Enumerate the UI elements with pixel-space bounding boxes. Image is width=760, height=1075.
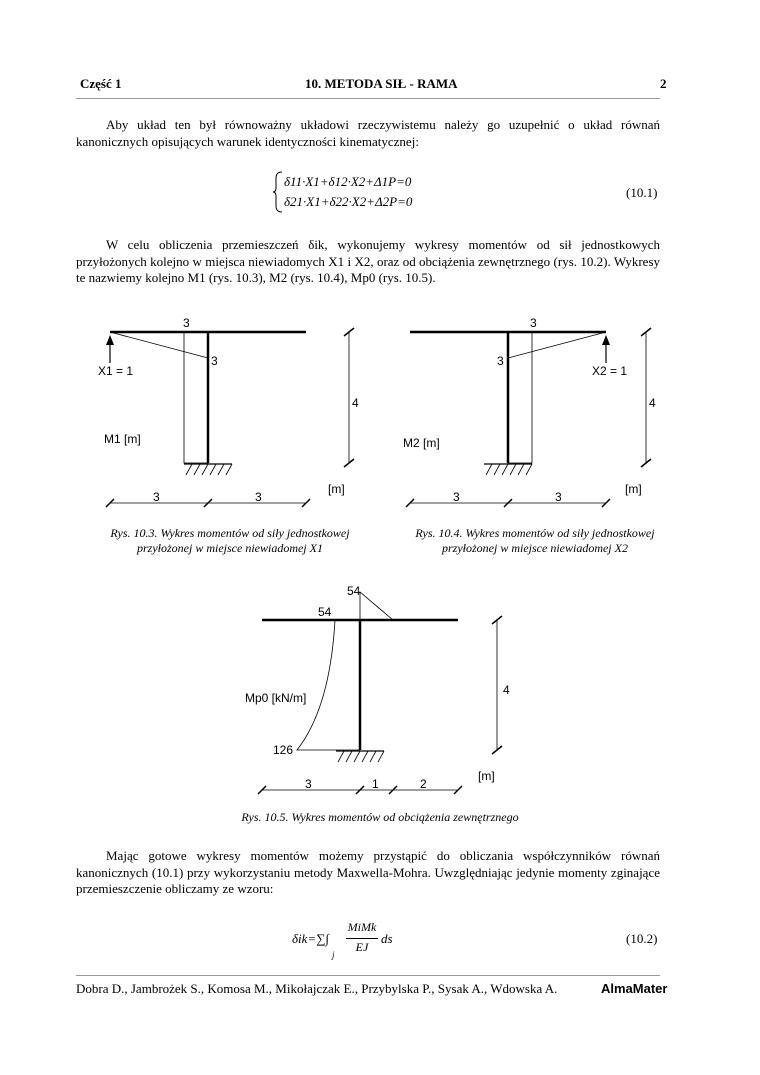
diagram-label: M2 [m] — [403, 436, 440, 450]
support-hatch — [338, 751, 384, 762]
paragraph-maxwell-mohr: Mając gotowe wykresy momentów możemy przystąpić do obliczania współczynników równań kanonicznych (10.1) przy wykorzystaniu metody Maxwella-Mohra. Uwzględniając jedynie momenty zginające przemieszczenie obliczamy ze wzoru: — [76, 848, 660, 896]
equation-10-2 — [292, 918, 422, 962]
paragraph-diagrams: W celu obliczenia przemieszczeń δik, wykonujemy wykresy momentów od sił jednostkowych przyłożonych kolejno w miejsca niewiadomych X1 i X2, oraz od obciążenia zewnętrznego (rys. 10.2). Wykresy te nazwiemy kolejno M1 (rys. 10.3), M2 (rys. 10.4), Mp0 (rys. 10.5). — [76, 237, 660, 285]
caption-10-4 — [385, 526, 685, 556]
unit-label: [m] — [625, 482, 642, 496]
span-a-label: 3 — [305, 777, 312, 791]
unit-label: [m] — [478, 769, 495, 783]
equation-10-1 — [272, 170, 432, 214]
figure-10-4 — [400, 315, 700, 520]
span-right-label: 3 — [255, 490, 262, 504]
diagram-label: M1 [m] — [104, 432, 141, 446]
caption-line: przyłożonej w miejsce niewiadomej X1 — [137, 541, 323, 555]
equation-lhs: δik=∑∫ — [292, 931, 330, 946]
moment-column — [508, 332, 532, 463]
top-label: 3 — [183, 316, 190, 330]
span-left-label: 3 — [453, 490, 460, 504]
equation-line-1: δ11·X1+δ12·X2+Δ1P=0 — [284, 174, 412, 189]
figure-10-5 — [240, 578, 530, 803]
equation-line-2: δ21·X1+δ22·X2+Δ2P=0 — [284, 194, 413, 209]
top-label: 3 — [530, 316, 537, 330]
equation-number-10-1: (10.1) — [626, 185, 658, 200]
header-section: Część 1 — [80, 76, 122, 91]
span-right-label: 3 — [555, 490, 562, 504]
fraction-bar — [346, 938, 378, 939]
force-label: X2 = 1 — [592, 364, 628, 378]
unit-label: [m] — [328, 482, 345, 496]
height-label: 4 — [649, 396, 656, 410]
caption-line: Rys. 10.4. Wykres momentów od siły jednostkowej — [415, 526, 655, 540]
equation-denominator: EJ — [355, 940, 369, 954]
footer-brand: AlmaMater — [601, 981, 668, 996]
bottom-label: 126 — [273, 743, 294, 757]
support-hatch — [486, 464, 532, 475]
equation-ds: ds — [381, 931, 393, 946]
footer-rule — [76, 975, 660, 976]
page-number: 2 — [660, 76, 667, 91]
equation-numerator: MiMk — [347, 920, 377, 934]
height-label: 4 — [352, 396, 359, 410]
header-title: 10. METODA SIŁ - RAMA — [305, 76, 458, 91]
moment-line — [110, 332, 208, 358]
moment-parabola — [297, 620, 360, 750]
span-c-label: 2 — [420, 777, 427, 791]
header-rule — [76, 98, 660, 99]
side-label: 3 — [211, 354, 218, 368]
support-hatch — [186, 464, 232, 475]
diagram-label: Mp0 [kN/m] — [245, 691, 307, 705]
brace-icon — [272, 170, 284, 214]
side-label: 3 — [497, 354, 504, 368]
force-label: X1 = 1 — [98, 364, 134, 378]
arrow-head-icon — [106, 335, 114, 345]
equation-subscript: j — [332, 950, 335, 960]
top-label: 54 — [347, 584, 361, 598]
footer-authors: Dobra D., Jambrożek S., Komosa M., Mikołajczak E., Przybylska P., Sysak A., Wdowska A. — [76, 981, 558, 996]
caption-10-5: Rys. 10.5. Wykres momentów od obciążenia zewnętrznego — [241, 810, 519, 824]
equation-number-10-2: (10.2) — [626, 931, 658, 946]
caption-line: przyłożonej w miejsce niewiadomej X2 — [442, 541, 628, 555]
caption-10-3 — [80, 526, 380, 556]
span-left-label: 3 — [153, 490, 160, 504]
moment-column — [184, 332, 208, 463]
paragraph-intro: Aby układ ten był równoważny układowi rzeczywistemu należy go uzupełnić o układ równań kanonicznych opisujących warunek identyczności kinematycznej: — [76, 117, 660, 149]
span-b-label: 1 — [372, 777, 379, 791]
height-label: 4 — [503, 683, 510, 697]
moment-triangle — [360, 592, 393, 620]
left-label: 54 — [318, 605, 332, 619]
figure-10-3 — [80, 315, 380, 520]
moment-line — [508, 332, 606, 358]
caption-line: Rys. 10.3. Wykres momentów od siły jednostkowej — [110, 526, 350, 540]
arrow-head-icon — [602, 335, 610, 345]
